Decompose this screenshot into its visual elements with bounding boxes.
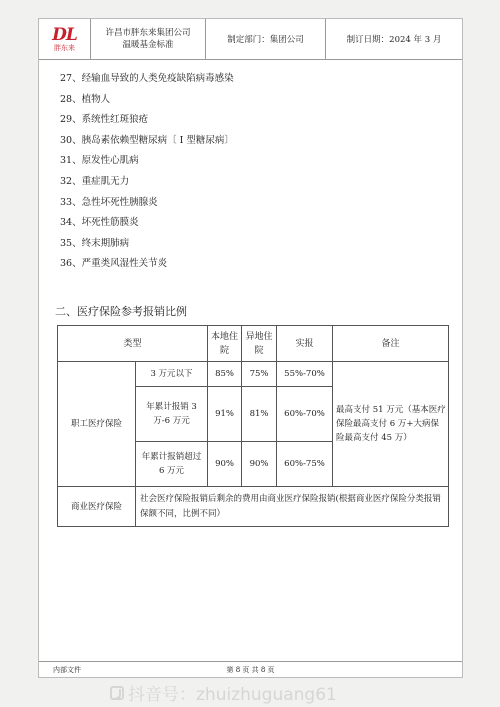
actual-cell: 55%-70%: [277, 362, 333, 387]
list-item: 33、急性坏死性胰腺炎: [60, 196, 158, 208]
actual-cell: 60%-70%: [277, 387, 333, 442]
commercial-insurance-label: 商业医疗保险: [58, 487, 136, 527]
remote-cell: 81%: [242, 387, 277, 442]
header-remote: 异地住院: [242, 326, 277, 362]
range-cell: 年累计报销 3 万-6 万元: [136, 387, 208, 442]
list-item: 28、植物人: [60, 93, 111, 105]
footer-label: 内部文件: [53, 666, 81, 674]
standard-name: 温暖基金标准: [122, 40, 174, 50]
remote-cell: 75%: [242, 362, 277, 387]
reimbursement-table: [57, 325, 449, 527]
company-logo: [39, 19, 91, 59]
watermark: [110, 680, 337, 705]
local-cell: 85%: [208, 362, 242, 387]
document-header: [39, 19, 462, 60]
table-row: [58, 362, 449, 387]
commercial-note: 社会医疗保险报销后剩余的费用由商业医疗保险报销(根据商业医疗保险分类报销保额不同，比例不同）: [136, 487, 449, 527]
list-item: 27、经输血导致的人类免疫缺陷病毒感染: [60, 73, 234, 84]
header-type: 类型: [58, 326, 208, 362]
list-item: 32、重症肌无力: [60, 175, 130, 187]
department: 制定部门：集团公司: [206, 19, 326, 59]
table-row: [58, 487, 449, 527]
list-item: 36、严重类风湿性关节炎: [60, 258, 168, 270]
range-cell: 年累计报销超过 6 万元: [136, 442, 208, 487]
header-local: 本地住院: [208, 326, 242, 362]
remote-cell: 90%: [242, 442, 277, 487]
local-cell: 90%: [208, 442, 242, 487]
document-page: [38, 18, 463, 678]
watermark-text: 抖音号：zhuizhuguang61: [128, 685, 337, 705]
list-item: 30、胰岛素依赖型糖尿病〔 I 型糖尿病〕: [60, 134, 234, 146]
list-item: 34、坏死性筋膜炎: [60, 217, 139, 229]
header-note: 备注: [333, 326, 449, 362]
list-item: 35、终末期肺病: [60, 237, 130, 249]
header-actual: 实报: [277, 326, 333, 362]
actual-cell: 60%-75%: [277, 442, 333, 487]
revision-date: 制订日期：2024 年 3 月: [346, 35, 442, 45]
section-title: 二、医疗保险参考报销比例: [55, 305, 187, 318]
company-name: 许昌市胖东来集团公司: [105, 28, 191, 38]
list-item: 29、系统性红斑狼疮: [60, 114, 149, 126]
page-number: 第 8 页 共 8 页: [226, 666, 275, 674]
employee-insurance-label: 职工医疗保险: [58, 362, 136, 487]
company-title: [91, 19, 206, 59]
list-item: 31、原发性心肌病: [60, 155, 139, 167]
tiktok-icon: [110, 686, 124, 700]
local-cell: 91%: [208, 387, 242, 442]
range-cell: 3 万元以下: [136, 362, 208, 387]
table-header-row: [58, 326, 449, 362]
logo-mark: DL: [52, 24, 77, 45]
logo-name: 胖东来: [54, 43, 75, 52]
disease-list: [60, 69, 234, 275]
footer-divider: [39, 661, 462, 662]
employee-note: 最高支付 51 万元（基本医疗保险最高支付 6 万+大病保险最高支付 45 万）: [333, 362, 449, 487]
